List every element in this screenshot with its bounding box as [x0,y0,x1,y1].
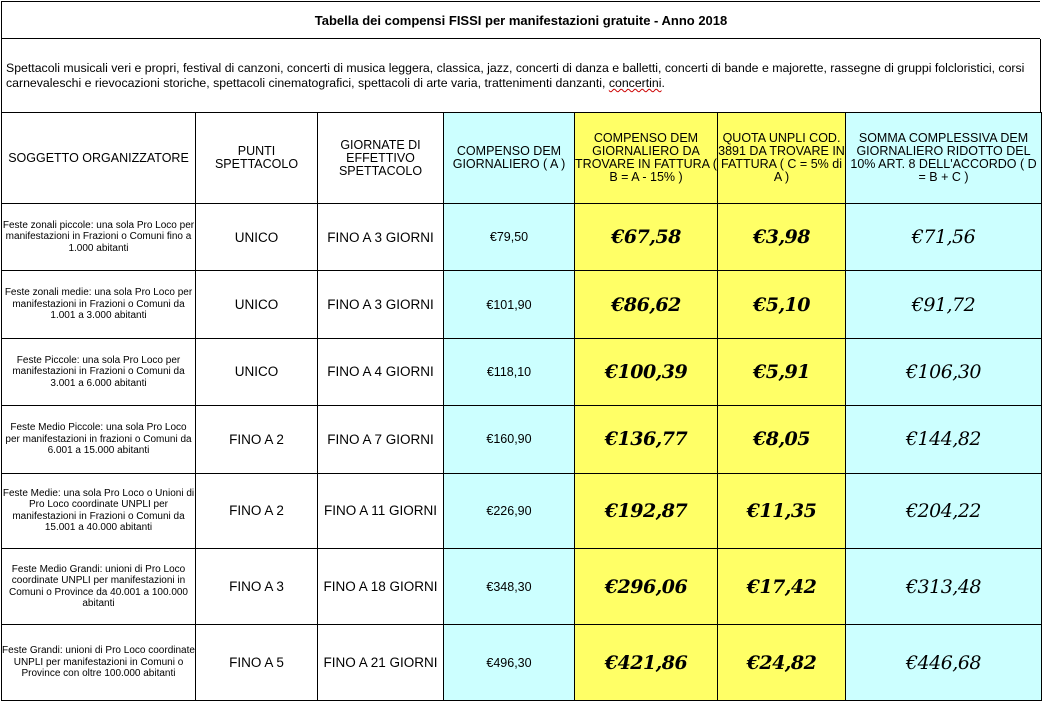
table-row [2,473,1042,549]
intro-last-word: concertini [608,76,662,90]
cell-quota: €5,10 [718,271,846,338]
cell-compenso-fattura: €296,06 [575,549,718,625]
table-row [2,406,1042,473]
cell-giornate: FINO A 3 GIORNI [318,204,444,271]
cell-punti: UNICO [196,204,318,271]
cell-punti: UNICO [196,271,318,338]
cell-compenso: €226,90 [444,473,575,549]
cell-giornate: FINO A 7 GIORNI [318,406,444,473]
table-row [2,549,1042,625]
cell-compenso-fattura: €67,58 [575,204,718,271]
cell-giornate: FINO A 4 GIORNI [318,338,444,405]
cell-giornate: FINO A 11 GIORNI [318,473,444,549]
header-punti: PUNTI SPETTACOLO [196,113,318,204]
cell-soggetto: Feste Medio Grandi: unioni di Pro Loco coordinate UNPLI per manifestazioni in Comuni o Province da 40.001 a 100.000 abitanti [2,549,196,625]
cell-quota: €11,35 [718,473,846,549]
cell-quota: €8,05 [718,406,846,473]
intro-end: . [661,76,665,90]
cell-quota: €17,42 [718,549,846,625]
cell-somma: €446,68 [846,625,1042,701]
cell-quota: €24,82 [718,625,846,701]
header-compenso-fattura: COMPENSO DEM GIORNALIERO DA TROVARE IN FATTURA ( B = A - 15% ) [575,113,718,204]
table-row [2,338,1042,405]
cell-compenso: €101,90 [444,271,575,338]
cell-somma: €71,56 [846,204,1042,271]
table-title-text: Tabella dei compensi FISSI per manifestazioni gratuite - Anno 2018 [314,12,728,28]
cell-quota: €3,98 [718,204,846,271]
cell-punti: FINO A 5 [196,625,318,701]
cell-compenso-fattura: €100,39 [575,338,718,405]
intro-description [1,39,1041,113]
cell-compenso: €118,10 [444,338,575,405]
table-row [2,204,1042,271]
cell-somma: €144,82 [846,406,1042,473]
cell-giornate: FINO A 18 GIORNI [318,549,444,625]
cell-giornate: FINO A 21 GIORNI [318,625,444,701]
cell-punti: FINO A 2 [196,406,318,473]
cell-compenso: €160,90 [444,406,575,473]
cell-somma: €313,48 [846,549,1042,625]
fees-table [1,112,1042,701]
header-row [2,113,1042,204]
cell-quota: €5,91 [718,338,846,405]
header-somma: SOMMA COMPLESSIVA DEM GIORNALIERO RIDOTTO DEL 10% ART. 8 DELL'ACCORDO ( D = B + C ) [846,113,1042,204]
cell-compenso-fattura: €136,77 [575,406,718,473]
intro-text: Spettacoli musicali veri e propri, festival di canzoni, concerti di musica leggera, classica, jazz, concerti di danza e balletti, concerti di bande e majorette, rassegne di gruppi folcloristici, corsi carnevaleschi e rievocazioni storiche, spettacoli cinematografici, spettacoli di arte varia, trattenimenti danzanti, [6,61,1025,90]
cell-soggetto: Feste Piccole: una sola Pro Loco per manifestazioni in Frazioni o Comuni da 3.001 a 6.000 abitanti [2,338,196,405]
cell-soggetto: Feste Grandi: unioni di Pro Loco coordinate UNPLI per manifestazioni in Comuni o Province con oltre 100.000 abitanti [2,625,196,701]
cell-compenso-fattura: €86,62 [575,271,718,338]
cell-soggetto: Feste zonali medie: una sola Pro Loco per manifestazioni in Frazioni o Comuni da 1.001 a 3.000 abitanti [2,271,196,338]
cell-compenso-fattura: €421,86 [575,625,718,701]
cell-giornate: FINO A 3 GIORNI [318,271,444,338]
header-compenso: COMPENSO DEM GIORNALIERO ( A ) [444,113,575,204]
cell-compenso: €496,30 [444,625,575,701]
cell-somma: €91,72 [846,271,1042,338]
cell-soggetto: Feste zonali piccole: una sola Pro Loco per manifestazioni in Frazioni o Comuni fino a 1.000 abitanti [2,204,196,271]
header-soggetto: SOGGETTO ORGANIZZATORE [2,113,196,204]
cell-punti: FINO A 2 [196,473,318,549]
table-row [2,271,1042,338]
cell-punti: UNICO [196,338,318,405]
cell-somma: €204,22 [846,473,1042,549]
table-row [2,625,1042,701]
cell-soggetto: Feste Medio Piccole: una sola Pro Loco per manifestazioni in frazioni o Comuni da 6.001 a 15.000 abitanti [2,406,196,473]
cell-somma: €106,30 [846,338,1042,405]
table-title [1,1,1040,39]
cell-compenso-fattura: €192,87 [575,473,718,549]
header-quota: QUOTA UNPLI COD. 3891 DA TROVARE IN FATTURA ( C = 5% di A ) [718,113,846,204]
cell-compenso: €79,50 [444,204,575,271]
cell-compenso: €348,30 [444,549,575,625]
header-giornate: GIORNATE DI EFFETTIVO SPETTACOLO [318,113,444,204]
cell-punti: FINO A 3 [196,549,318,625]
cell-soggetto: Feste Medie: una sola Pro Loco o Unioni di Pro Loco coordinate UNPLI per manifestazioni in Frazioni o Comuni da 15.001 a 40.000 abitanti [2,473,196,549]
